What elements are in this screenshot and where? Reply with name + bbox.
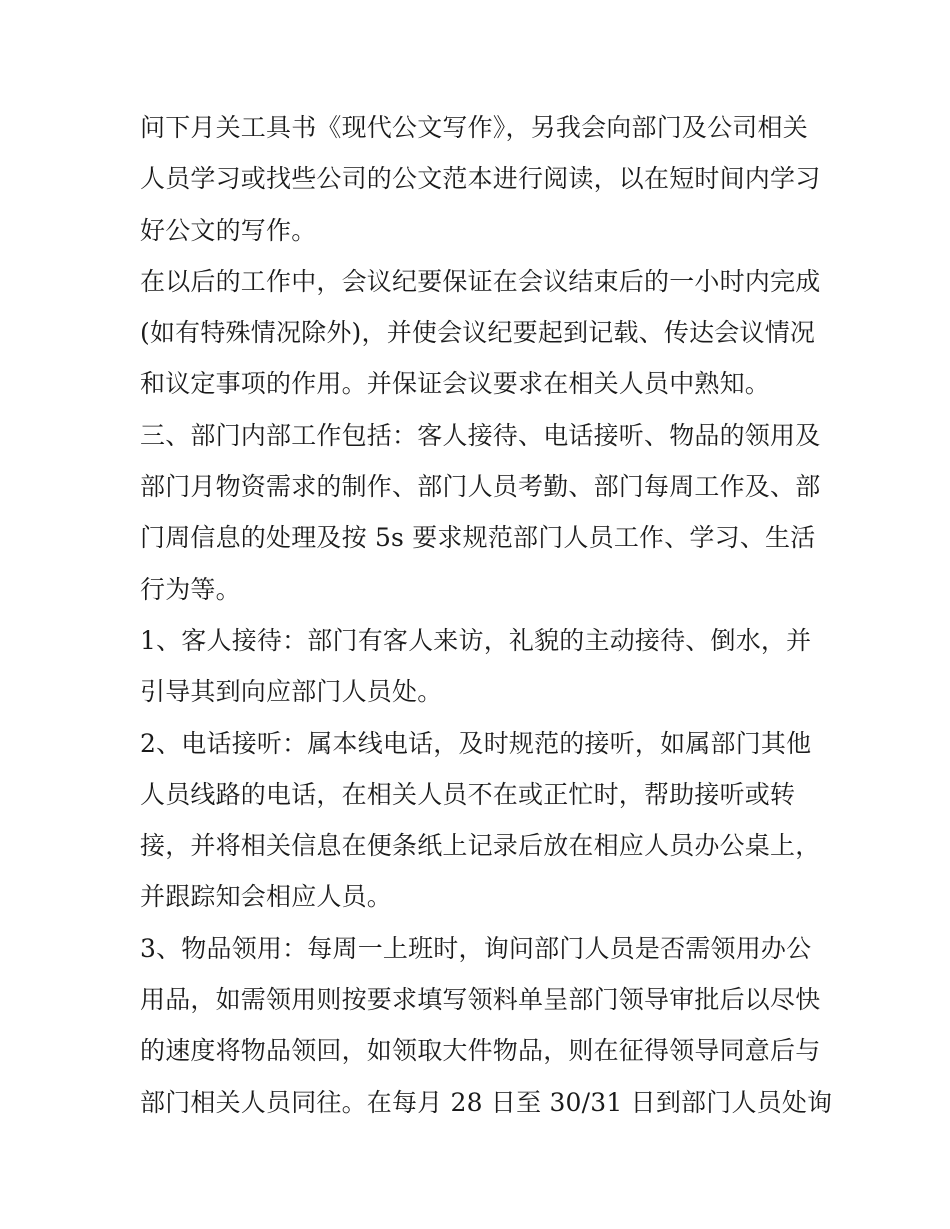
document-body: [140, 102, 833, 1128]
text-line: 和议定事项的作用。并保证会议要求在相关人员中熟知。: [140, 369, 771, 399]
text-line: (如有特殊情况除外)，并使会议纪要起到记载、传达会议情况: [140, 318, 816, 348]
text-line: 行为等。: [140, 574, 241, 604]
text-line: 2、电话接听：属本线电话，及时规范的接听，如属部门其他: [140, 728, 812, 758]
text-line: 人员线路的电话，在相关人员不在或正忙时，帮助接听或转: [140, 779, 796, 809]
text-line: 并跟踪知会相应人员。: [140, 882, 393, 912]
text-line: 三、部门内部工作包括：客人接待、电话接听、物品的领用及: [140, 420, 821, 450]
text-line: 门周信息的处理及按 5s 要求规范部门人员工作、学习、生活: [140, 523, 816, 553]
text-line: 问下月关工具书《现代公文写作》，另我会向部门及公司相关: [140, 113, 808, 142]
text-line: 3、物品领用：每周一上班时，询问部门人员是否需领用办公: [140, 933, 812, 963]
text-line: 接，并将相关信息在便条纸上记录后放在相应人员办公桌上，: [140, 831, 821, 861]
text-line: 在以后的工作中，会议纪要保证在会议结束后的一小时内完成: [140, 266, 821, 296]
text-line: 1、客人接待：部门有客人来访，礼貌的主动接待、倒水，并: [140, 625, 812, 655]
text-line: 的速度将物品领回，如领取大件物品，则在征得领导同意后与: [140, 1036, 821, 1066]
text-line: 引导其到向应部门人员处。: [140, 677, 443, 707]
text-line: 部门月物资需求的制作、部门人员考勤、部门每周工作及、部: [140, 472, 821, 502]
text-line: 部门相关人员同往。在每月 28 日至 30/31 日到部门人员处询: [140, 1087, 833, 1117]
text-line: 好公文的写作。: [140, 215, 317, 245]
text-line: 人员学习或找些公司的公文范本进行阅读，以在短时间内学习: [140, 164, 821, 194]
text-line: 用品，如需领用则按要求填写领料单呈部门领导审批后以尽快: [140, 985, 821, 1015]
